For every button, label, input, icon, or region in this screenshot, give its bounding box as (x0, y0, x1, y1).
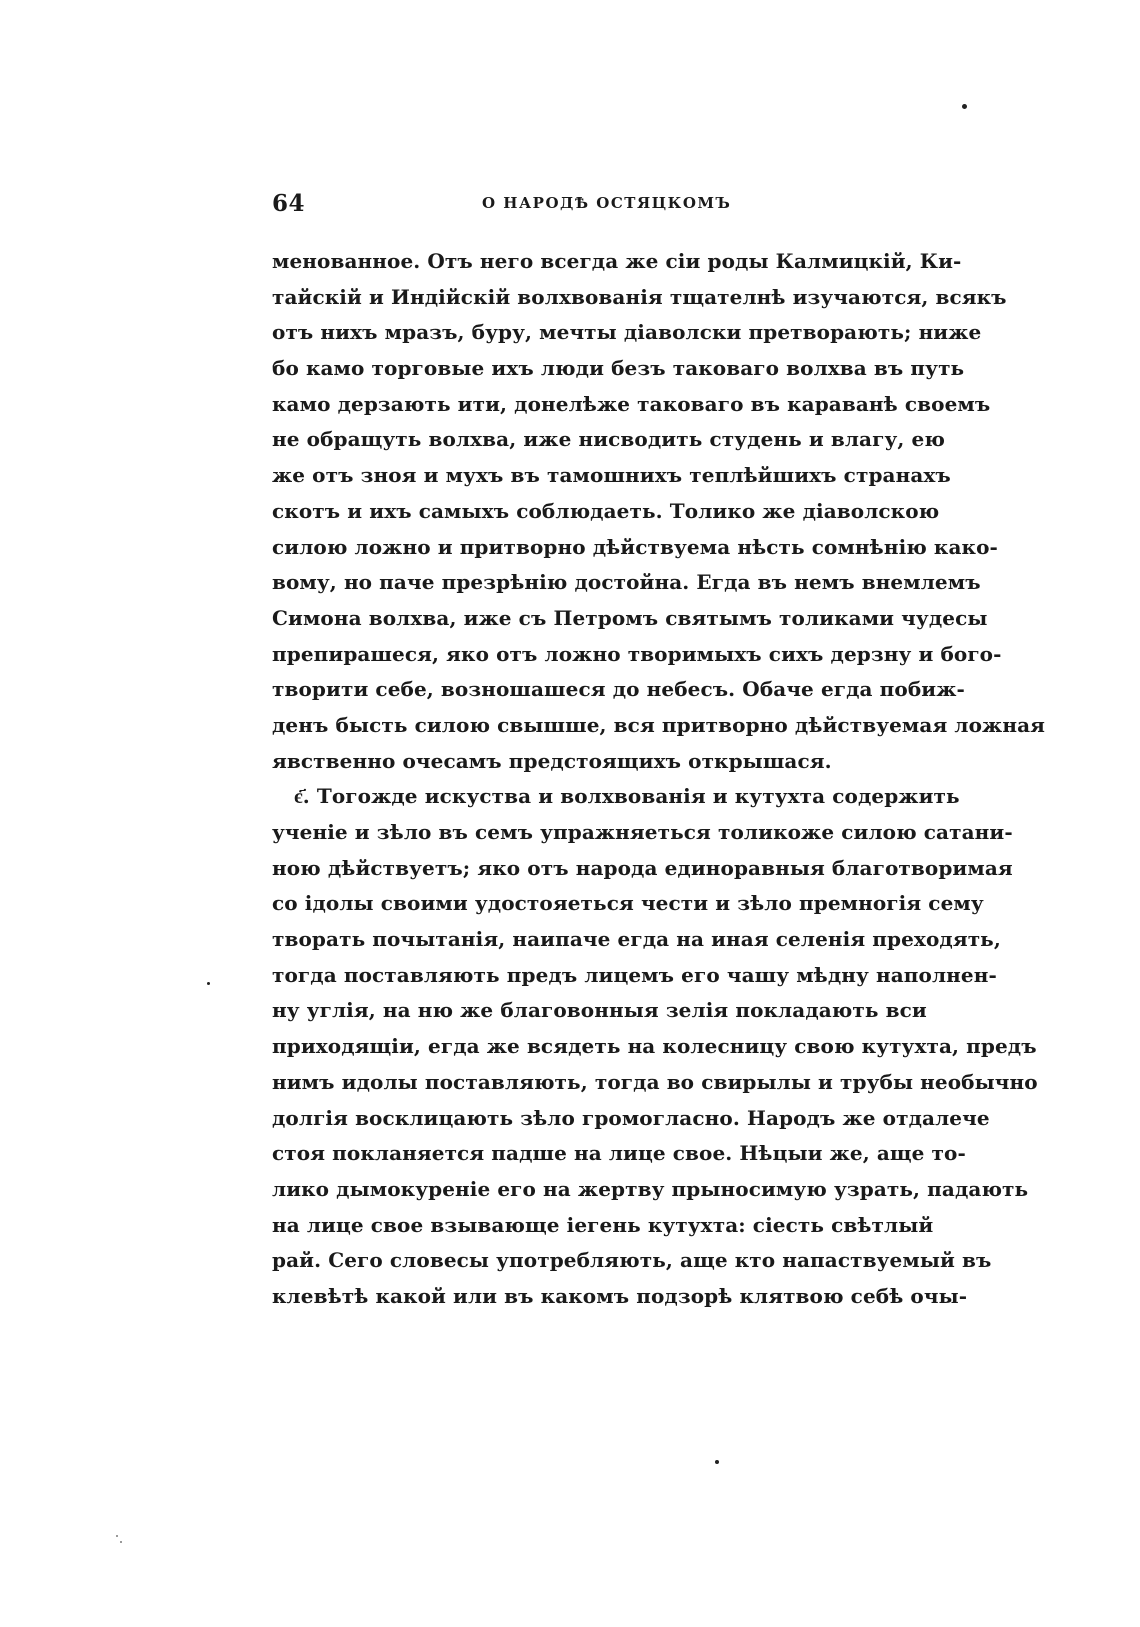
text-line: приходящіи, егда же всядеть на колесницу свою кутухта, предъ (272, 1034, 1037, 1059)
text-line: менованное. Отъ него всегда же сіи роды Калмицкій, Ки- (272, 249, 962, 273)
scan-speck (962, 104, 967, 109)
text-line: вому, но паче презрѣнію достойна. Егда въ немъ внемлемъ (272, 570, 981, 595)
scan-speck (120, 1541, 122, 1543)
text-line: камо дерзають ити, донелѣже таковаго въ караванѣ своемъ (272, 391, 991, 416)
text-line: тогда поставляють предъ лицемъ его чашу мѣдну наполнен- (272, 962, 997, 987)
text-line: денъ бысть силою свышше, вся притворно дѣйствуемая ложная (272, 712, 1046, 737)
body-text (272, 244, 1046, 1315)
text-line: долгія восклицають зѣло громогласно. Народъ же отдалече (272, 1105, 990, 1130)
page-header (272, 186, 914, 226)
paragraph-start-line: є҃. Тогожде искуства и волхвованія и кутухта содержить (294, 784, 960, 809)
text-line: явственно очесамъ предстоящихъ открышася. (272, 748, 832, 773)
text-line: ученіе и зѣло въ семъ упражняеться толикоже силою сатани- (272, 820, 1013, 844)
text-line: Симона волхва, иже съ Петромъ святымъ толиками чудесы (272, 605, 988, 630)
text-line: скотъ и ихъ самыхъ соблюдаеть. Толико же діаволскою (272, 498, 940, 523)
text-line: на лице свое взывающе іегень кутухта: сіесть свѣтлый (272, 1212, 934, 1237)
text-line: лико дымокуреніе его на жертву прыносимую узрать, падають (272, 1176, 1029, 1201)
running-title: О НАРОДѢ ОСТЯЦКОМЪ (482, 194, 732, 212)
text-line: ною дѣйствуетъ; яко отъ народа единоравныя благотворимая (272, 855, 1013, 880)
scan-speck (116, 1535, 118, 1537)
text-line: отъ нихъ мразъ, буру, мечты діаволски претворають; ниже (272, 320, 982, 345)
text-line: рай. Сего словесы употребляють, аще кто напаствуемый въ (272, 1248, 992, 1273)
text-line: творать почытанія, наипаче егда на иная селенія преходять, (272, 927, 1001, 952)
text-line: стоя покланяется падше на лице свое. Нѣцыи же, аще то- (272, 1141, 966, 1166)
text-line: творити себе, возношашеся до небесъ. Обаче егда побиж- (272, 677, 965, 702)
text-line: силою ложно и притворно дѣйствуема нѣсть сомнѣнію како- (272, 534, 998, 559)
text-line: клевѣтѣ какой или въ какомъ подзорѣ клятвою себѣ очы- (272, 1283, 968, 1308)
scan-speck (715, 1460, 719, 1464)
text-line: не обращуть волхва, иже нисводить студень и влагу, ею (272, 427, 945, 452)
text-line: препирашеся, яко отъ ложно творимыхъ сихъ дерзну и бого- (272, 641, 1002, 666)
scan-speck (207, 982, 210, 985)
page-number: 64 (272, 190, 306, 217)
text-line: ну углія, на ню же благовонныя зелія покладають вси (272, 998, 927, 1023)
text-line: же отъ зноя и мухъ въ тамошнихъ теплѣйшихъ странахъ (272, 463, 951, 488)
text-line: тайскій и Индійскій волхвованія тщателнѣ изучаются, всякъ (272, 284, 1007, 309)
text-line: бо камо торговые ихъ люди безъ таковаго волхва въ путь (272, 356, 965, 381)
text-line: со ідолы своими удостояеться чести и зѣло премногія сему (272, 891, 984, 916)
text-line: нимъ идолы поставляють, тогда во свирылы и трубы необычно (272, 1069, 1038, 1094)
